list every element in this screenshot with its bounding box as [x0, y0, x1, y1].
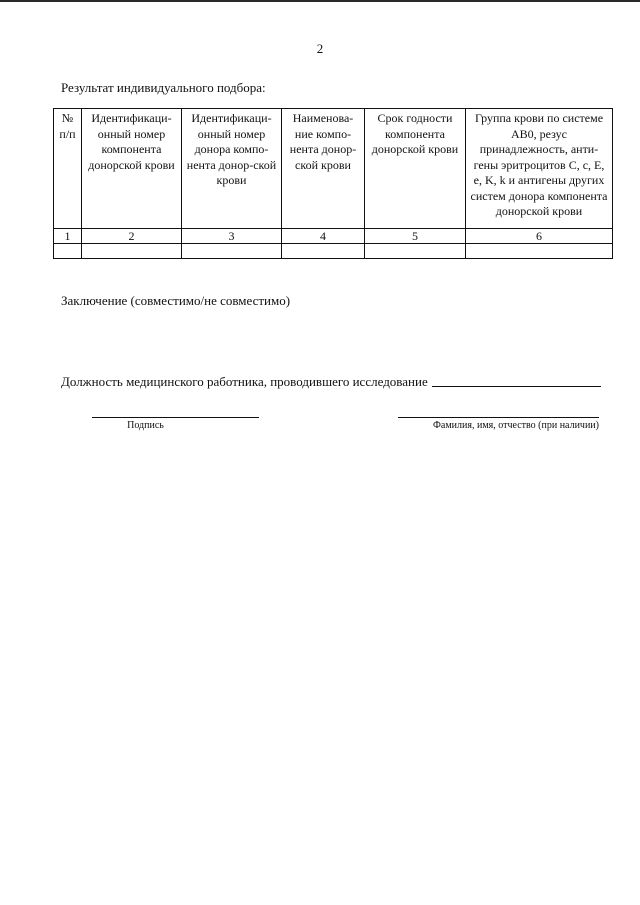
column-number-cell: 6 [466, 229, 613, 244]
empty-cell [365, 244, 466, 259]
table-column-numbers-row [54, 229, 613, 244]
section-title: Результат индивидуального подбора: [61, 80, 266, 95]
result-table [53, 108, 613, 259]
full-name-blank-line [398, 417, 599, 418]
column-number-cell: 2 [82, 229, 182, 244]
header-cell-number: № п/п [54, 109, 82, 229]
page-number: 2 [316, 41, 324, 56]
signature-label: Подпись [127, 420, 164, 431]
signature-blank-line [92, 417, 259, 418]
page-top-edge [0, 0, 640, 2]
empty-cell [466, 244, 613, 259]
header-cell-component-id: Идентификаци-онный номер компонента донорской крови [82, 109, 182, 229]
header-cell-blood-group: Группа крови по системе АВ0, резус принадлежность, анти-гены эритроцитов С, с, Е, е, K, k и антигены других систем донора компонента донорской крови [466, 109, 613, 229]
column-number-cell: 5 [365, 229, 466, 244]
empty-cell [182, 244, 282, 259]
header-cell-expiry: Срок годности компонента донорской крови [365, 109, 466, 229]
empty-cell [54, 244, 82, 259]
conclusion-label: Заключение (совместимо/не совместимо) [61, 293, 291, 308]
full-name-label: Фамилия, имя, отчество (при наличии) [433, 420, 599, 431]
position-blank-line [432, 386, 601, 387]
column-number-cell: 4 [282, 229, 365, 244]
column-number-cell: 1 [54, 229, 82, 244]
table-header-row [54, 109, 613, 229]
empty-cell [282, 244, 365, 259]
header-cell-donor-id: Идентификаци-онный номер донора компо-нента донор-ской крови [182, 109, 282, 229]
header-cell-component-name: Наименова-ние компо-нента донор-ской крови [282, 109, 365, 229]
position-label: Должность медицинского работника, проводившего исследование [61, 374, 428, 389]
empty-cell [82, 244, 182, 259]
column-number-cell: 3 [182, 229, 282, 244]
table-row [54, 244, 613, 259]
